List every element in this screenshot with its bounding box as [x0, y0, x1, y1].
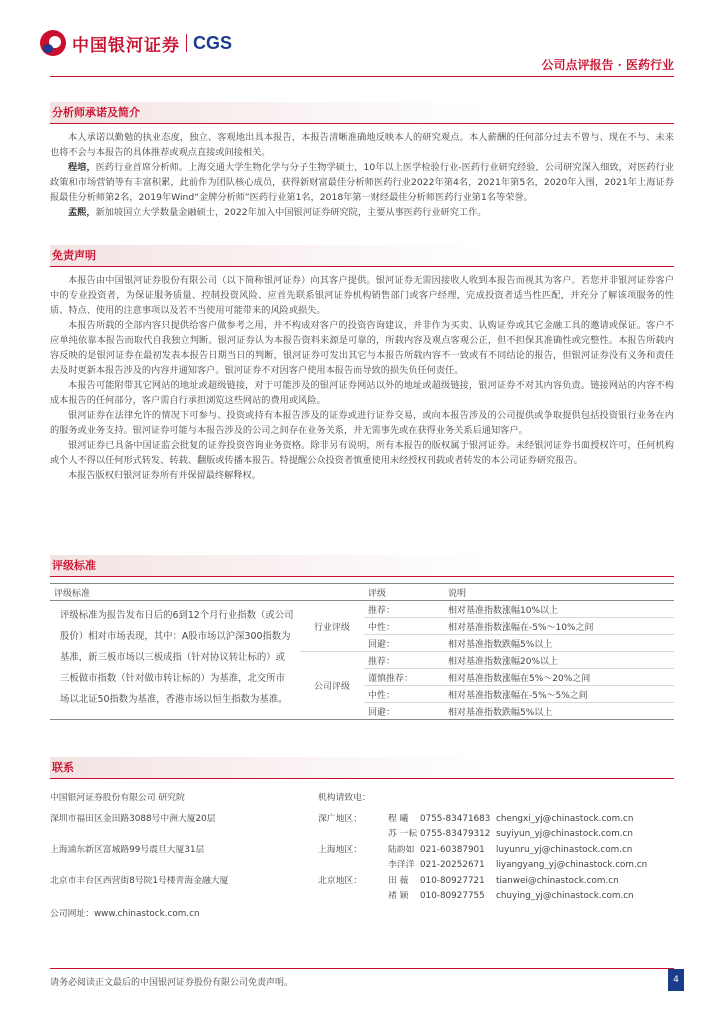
footer-divider	[50, 968, 674, 969]
contact-name: 程 曦	[388, 814, 409, 824]
contact-email[interactable]: luyunru_yj@chinastock.com.cn	[496, 845, 633, 855]
sales-title: 机构请致电：	[318, 793, 371, 803]
table-header-row	[50, 584, 674, 601]
contact-entry	[388, 873, 619, 886]
page-header	[0, 0, 724, 80]
section-title: 评级标准	[50, 555, 674, 577]
analyst-name-1: 程培，	[68, 162, 96, 173]
criteria-text: 评级标准为报告发布日后的6到12个月行业指数（或公司股价）相对市场表现，其中：A股市场以沪深300指数为基准，新三板市场以三板成指（针对协议转让标的）或三板做市指数（针对做市转让标的）为基准，北交所市场以北证50指数为基准，香港市场以恒生指数为基准。	[50, 601, 300, 720]
section-title: 联系	[50, 757, 674, 779]
rating-cell: 谨慎推荐：	[364, 669, 444, 686]
contact-phone: 0755-83479312	[420, 829, 491, 839]
contact-entry	[388, 857, 647, 870]
disclaimer-paragraph: 本报告可能附带其它网站的地址或超级链接，对于可能涉及的银河证券网站以外的地址或超级链接，银河证券不对其内容负责。链接网站的内容不构成本报告的任何部分，客户需自行承担浏览这些网站的费用或风险。	[50, 380, 674, 406]
header-cell: 说明	[444, 584, 674, 601]
contact-entry	[388, 888, 634, 901]
rating-desc: 相对基准指数涨幅在-5%～5%之间	[444, 686, 674, 703]
rating-desc: 相对基准指数涨幅在5%～20%之间	[444, 669, 674, 686]
rating-desc: 相对基准指数跌幅5%以上	[444, 635, 674, 652]
contact-phone: 021-20252671	[420, 860, 485, 870]
company-logo	[40, 30, 232, 56]
region-shanghai: 上海地区：	[318, 845, 362, 855]
company-name: 中国银河证券股份有限公司 研究院	[50, 793, 185, 803]
logo-chinese-name: 中国银河证券	[72, 35, 180, 56]
rating-cell: 推荐：	[364, 601, 444, 618]
analyst-commitment: 本人承诺以勤勉的执业态度，独立、客观地出具本报告，本报告清晰准确地反映本人的研究观点。本人薪酬的任何部分过去不曾与、现在不与、未来也将不会与本报告的具体推荐或观点直接或间接相关。	[50, 132, 674, 158]
contact-name: 李洋洋	[388, 860, 415, 870]
analyst-bio-text-2: 新加坡国立大学数量金融硕士，2022年加入中国银河证券研究院，主要从事医药行业研究工作。	[95, 207, 487, 218]
contact-phone: 021-60387901	[420, 845, 485, 855]
contact-email[interactable]: tianwei@chinastock.com.cn	[496, 876, 619, 886]
disclaimer-paragraph: 本报告由中国银河证券股份有限公司（以下简称银河证券）向其客户提供。银河证券无需因接收人收到本报告而视其为客户。若您并非银河证券客户中的专业投资者，为保证服务质量、控制投资风险、应首先联系银河证券机构销售部门或客户经理，完成投资者适当性匹配，并充分了解该项服务的性质、特点、使用的注意事项以及若不当使用可能带来的风险或损失。	[50, 275, 674, 316]
section-title: 分析师承诺及简介	[50, 102, 674, 124]
report-type: 公司点评报告 · 医药行业	[541, 58, 674, 72]
contact-entry	[388, 811, 633, 824]
rating-cell: 中性：	[364, 618, 444, 635]
rating-cell: 推荐：	[364, 652, 444, 669]
contact-name: 褚 颖	[388, 891, 409, 901]
region-beijing: 北京地区：	[318, 876, 362, 886]
contact-email[interactable]: liyangyang_yj@chinastock.com.cn	[496, 860, 648, 870]
logo-mark-icon	[40, 30, 66, 56]
analyst-section	[50, 102, 674, 220]
address-shanghai: 上海浦东新区富城路99号震旦大厦31层	[50, 845, 205, 855]
rating-desc: 相对基准指数涨幅20%以上	[444, 652, 674, 669]
contact-email[interactable]: chengxi_yj@chinastock.com.cn	[496, 814, 634, 824]
company-website[interactable]: 公司网址：www.chinastock.com.cn	[50, 909, 200, 919]
rating-desc: 相对基准指数跌幅5%以上	[444, 703, 674, 720]
disclaimer-paragraph: 本报告版权归银河证券所有并保留最终解释权。	[68, 470, 261, 481]
contact-email[interactable]: chuying_yj@chinastock.com.cn	[496, 891, 634, 901]
header-divider	[50, 76, 674, 77]
header-cell: 评级标准	[50, 584, 300, 601]
contact-name: 田 薇	[388, 876, 409, 886]
analyst-bio-1	[50, 160, 674, 205]
region-shenzhen: 深广地区：	[318, 814, 362, 824]
footer-disclaimer: 请务必阅读正文最后的中国银河证券股份有限公司免责声明。	[50, 978, 294, 988]
analyst-bio-2	[50, 205, 674, 220]
disclaimer-paragraph: 银河证券已具备中国证监会批复的证券投资咨询业务资格。除非另有说明，所有本报告的版权属于银河证券。未经银河证券书面授权许可，任何机构或个人不得以任何形式转发、转载、翻版或传播本报告。特提醒公众投资者慎重使用未经授权刊载或者转发的本公司证券研究报告。	[50, 440, 674, 466]
analyst-name-2: 孟熙，	[68, 207, 96, 218]
disclaimer-paragraph: 银河证券在法律允许的情况下可参与、投资或持有本报告涉及的证券或进行证券交易，或向本报告涉及的公司提供或争取提供包括投资银行业务在内的服务或业务支持。银河证券可能与本报告涉及的公司之间存在业务关系，并无需事先或在获得业务关系后通知客户。	[50, 410, 674, 436]
rating-cell: 中性：	[364, 686, 444, 703]
industry-rating-label: 行业评级	[300, 601, 364, 652]
contact-name: 陆韵如	[388, 845, 415, 855]
rating-table	[50, 583, 674, 720]
contact-entry	[388, 826, 633, 839]
contact-name: 苏 一耘	[388, 829, 418, 839]
rating-desc: 相对基准指数涨幅在-5%～10%之间	[444, 618, 674, 635]
disclaimer-paragraph: 本报告所载的全部内容只提供给客户做参考之用，并不构成对客户的投资咨询建议，并非作为买卖、认购证券或其它金融工具的邀请或保证。客户不应单纯依靠本报告而取代自我独立判断。银河证券认为本报告资料来源是可靠的，所载内容及观点客观公正，但不担保其准确性或完整性。本报告所载内容反映的是银河证券在最初发表本报告日期当日的判断，银河证券可发出其它与本报告所载内容不一致或有不同结论的报告，但银河证券没有义务和责任去及时更新本报告涉及的内容并通知客户。银河证券不对因客户使用本报告而导致的损失负任何责任。	[50, 320, 674, 376]
contact-phone: 0755-83471683	[420, 814, 491, 824]
analyst-bio-text-1: 医药行业首席分析师。上海交通大学生物化学与分子生物学硕士，10年以上医学检验行业-医药行业研究经验，公司研究深入细致，对医药行业政策和市场营销等有丰富积累，此前作为团队核心成员，获得新财富最佳分析师医药行业2022年第4名，2021年第5名，2020年入围，2021年上海证券报最佳分析师第2名，2019年Wind“金牌分析师”医药行业第1名，2018年第一财经最佳分析师医药行业第1名等荣誉。	[50, 162, 674, 203]
page-number: 4	[668, 969, 684, 991]
table-row	[50, 601, 674, 618]
contact-email[interactable]: suyiyun_yj@chinastock.com.cn	[496, 829, 633, 839]
logo-english-name: CGS	[193, 32, 233, 53]
contact-entry	[388, 842, 632, 855]
contact-phone: 010-80927721	[420, 876, 485, 886]
rating-section	[50, 555, 674, 720]
address-beijing: 北京市丰台区西营街8号院1号楼青海金融大厦	[50, 876, 229, 886]
rating-cell: 回避：	[364, 635, 444, 652]
contact-phone: 010-80927755	[420, 891, 485, 901]
logo-divider	[186, 34, 187, 52]
section-title: 免责声明	[50, 245, 674, 267]
header-cell: 评级	[364, 584, 444, 601]
address-shenzhen: 深圳市福田区金田路3088号中洲大厦20层	[50, 814, 216, 824]
rating-desc: 相对基准指数涨幅10%以上	[444, 601, 674, 618]
disclaimer-section	[50, 245, 674, 483]
rating-cell: 回避：	[364, 703, 444, 720]
company-rating-label: 公司评级	[300, 652, 364, 720]
